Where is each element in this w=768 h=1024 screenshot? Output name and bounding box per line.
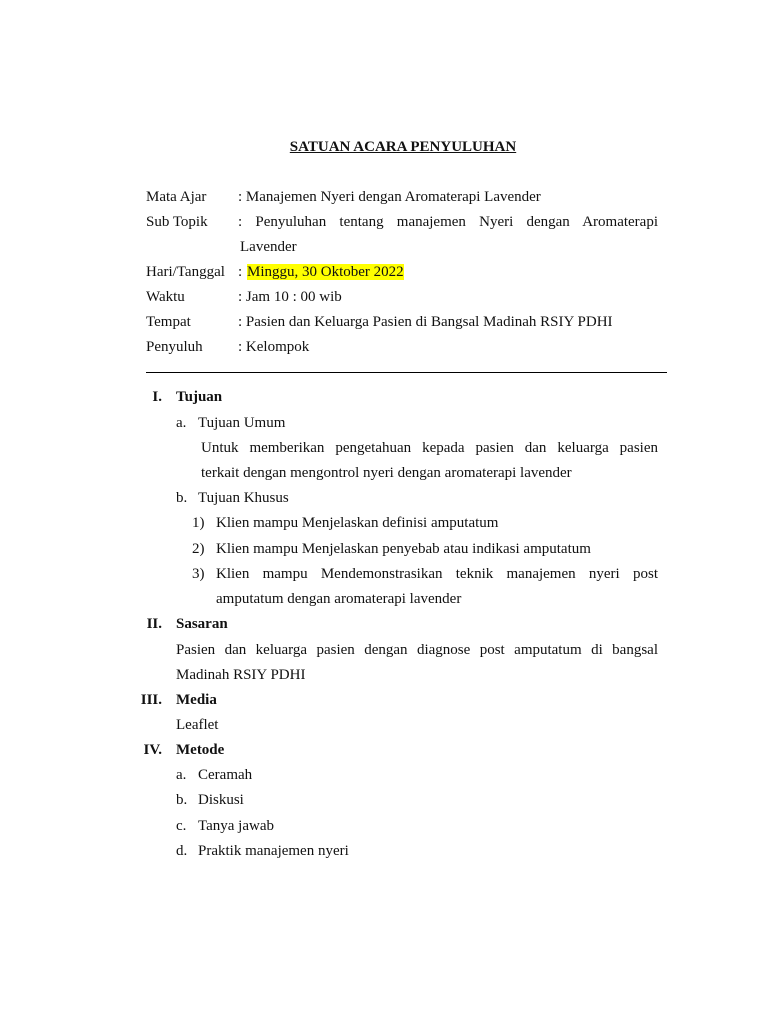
section-heading-media: Media: [176, 692, 217, 708]
media-text: Leaflet: [176, 717, 219, 733]
tempat-value: : Pasien dan Keluarga Pasien di Bangsal Madinah RSIY PDHI: [238, 314, 613, 330]
metode-item-text: Tanya jawab: [198, 818, 274, 834]
tujuan-khusus-title: Tujuan Khusus: [198, 490, 289, 506]
list-item-text: Klien mampu Menjelaskan penyebab atau indikasi amputatum: [216, 541, 591, 557]
tujuan-khusus-letter: b.: [176, 490, 188, 506]
tujuan-umum-text-line2: terkait dengan mengontrol nyeri dengan aromaterapi lavender: [201, 465, 572, 481]
sub-topik-value-line2: Lavender: [240, 239, 297, 255]
list-item-text-continued: amputatum dengan aromaterapi lavender: [216, 591, 462, 607]
date-highlight: Minggu, 30 Oktober 2022: [247, 264, 404, 280]
metode-item-letter: d.: [176, 843, 188, 859]
list-item-number: 2): [192, 541, 205, 557]
list-item-text: Klien mampu Mendemonstrasikan teknik manajemen nyeri post: [216, 566, 658, 582]
mata-ajar-label: Mata Ajar: [146, 189, 207, 205]
penyuluh-label: Penyuluh: [146, 339, 203, 355]
sub-topik-value-line1: : Penyuluhan tentang manajemen Nyeri dengan Aromaterapi: [238, 214, 658, 230]
hari-tanggal-colon: :: [238, 264, 243, 280]
section-heading-metode: Metode: [176, 742, 225, 758]
penyuluh-value: : Kelompok: [238, 339, 310, 355]
section-heading-sasaran: Sasaran: [176, 616, 228, 632]
horizontal-divider: [146, 372, 667, 373]
list-item-text: Klien mampu Menjelaskan definisi amputatum: [216, 515, 499, 531]
section-numeral-media: III.: [140, 692, 162, 708]
section-numeral-sasaran: II.: [146, 616, 162, 632]
tujuan-umum-letter: a.: [176, 415, 187, 431]
sub-topik-label: Sub Topik: [146, 214, 208, 230]
waktu-label: Waktu: [146, 289, 185, 305]
mata-ajar-value: : Manajemen Nyeri dengan Aromaterapi Lavender: [238, 189, 541, 205]
section-numeral-metode: IV.: [143, 742, 162, 758]
hari-tanggal-label: Hari/Tanggal: [146, 264, 225, 280]
metode-item-text: Praktik manajemen nyeri: [198, 843, 349, 859]
tujuan-umum-title: Tujuan Umum: [198, 415, 286, 431]
waktu-value: : Jam 10 : 00 wib: [238, 289, 342, 305]
metode-item-letter: b.: [176, 792, 188, 808]
hari-tanggal-value: [247, 262, 404, 282]
tujuan-umum-text-line1: Untuk memberikan pengetahuan kepada pasien dan keluarga pasien: [201, 440, 658, 456]
metode-item-letter: a.: [176, 767, 187, 783]
section-numeral-tujuan: I.: [152, 389, 162, 405]
tempat-label: Tempat: [146, 314, 191, 330]
document-title: SATUAN ACARA PENYULUHAN: [289, 139, 517, 155]
metode-item-text: Diskusi: [198, 792, 244, 808]
section-heading-tujuan: Tujuan: [176, 389, 223, 405]
metode-item-letter: c.: [176, 818, 187, 834]
metode-item-text: Ceramah: [198, 767, 253, 783]
sasaran-text-line1: Pasien dan keluarga pasien dengan diagnose post amputatum di bangsal: [176, 642, 658, 658]
sasaran-text-line2: Madinah RSIY PDHI: [176, 667, 306, 683]
list-item-number: 3): [192, 566, 205, 582]
list-item-number: 1): [192, 515, 205, 531]
